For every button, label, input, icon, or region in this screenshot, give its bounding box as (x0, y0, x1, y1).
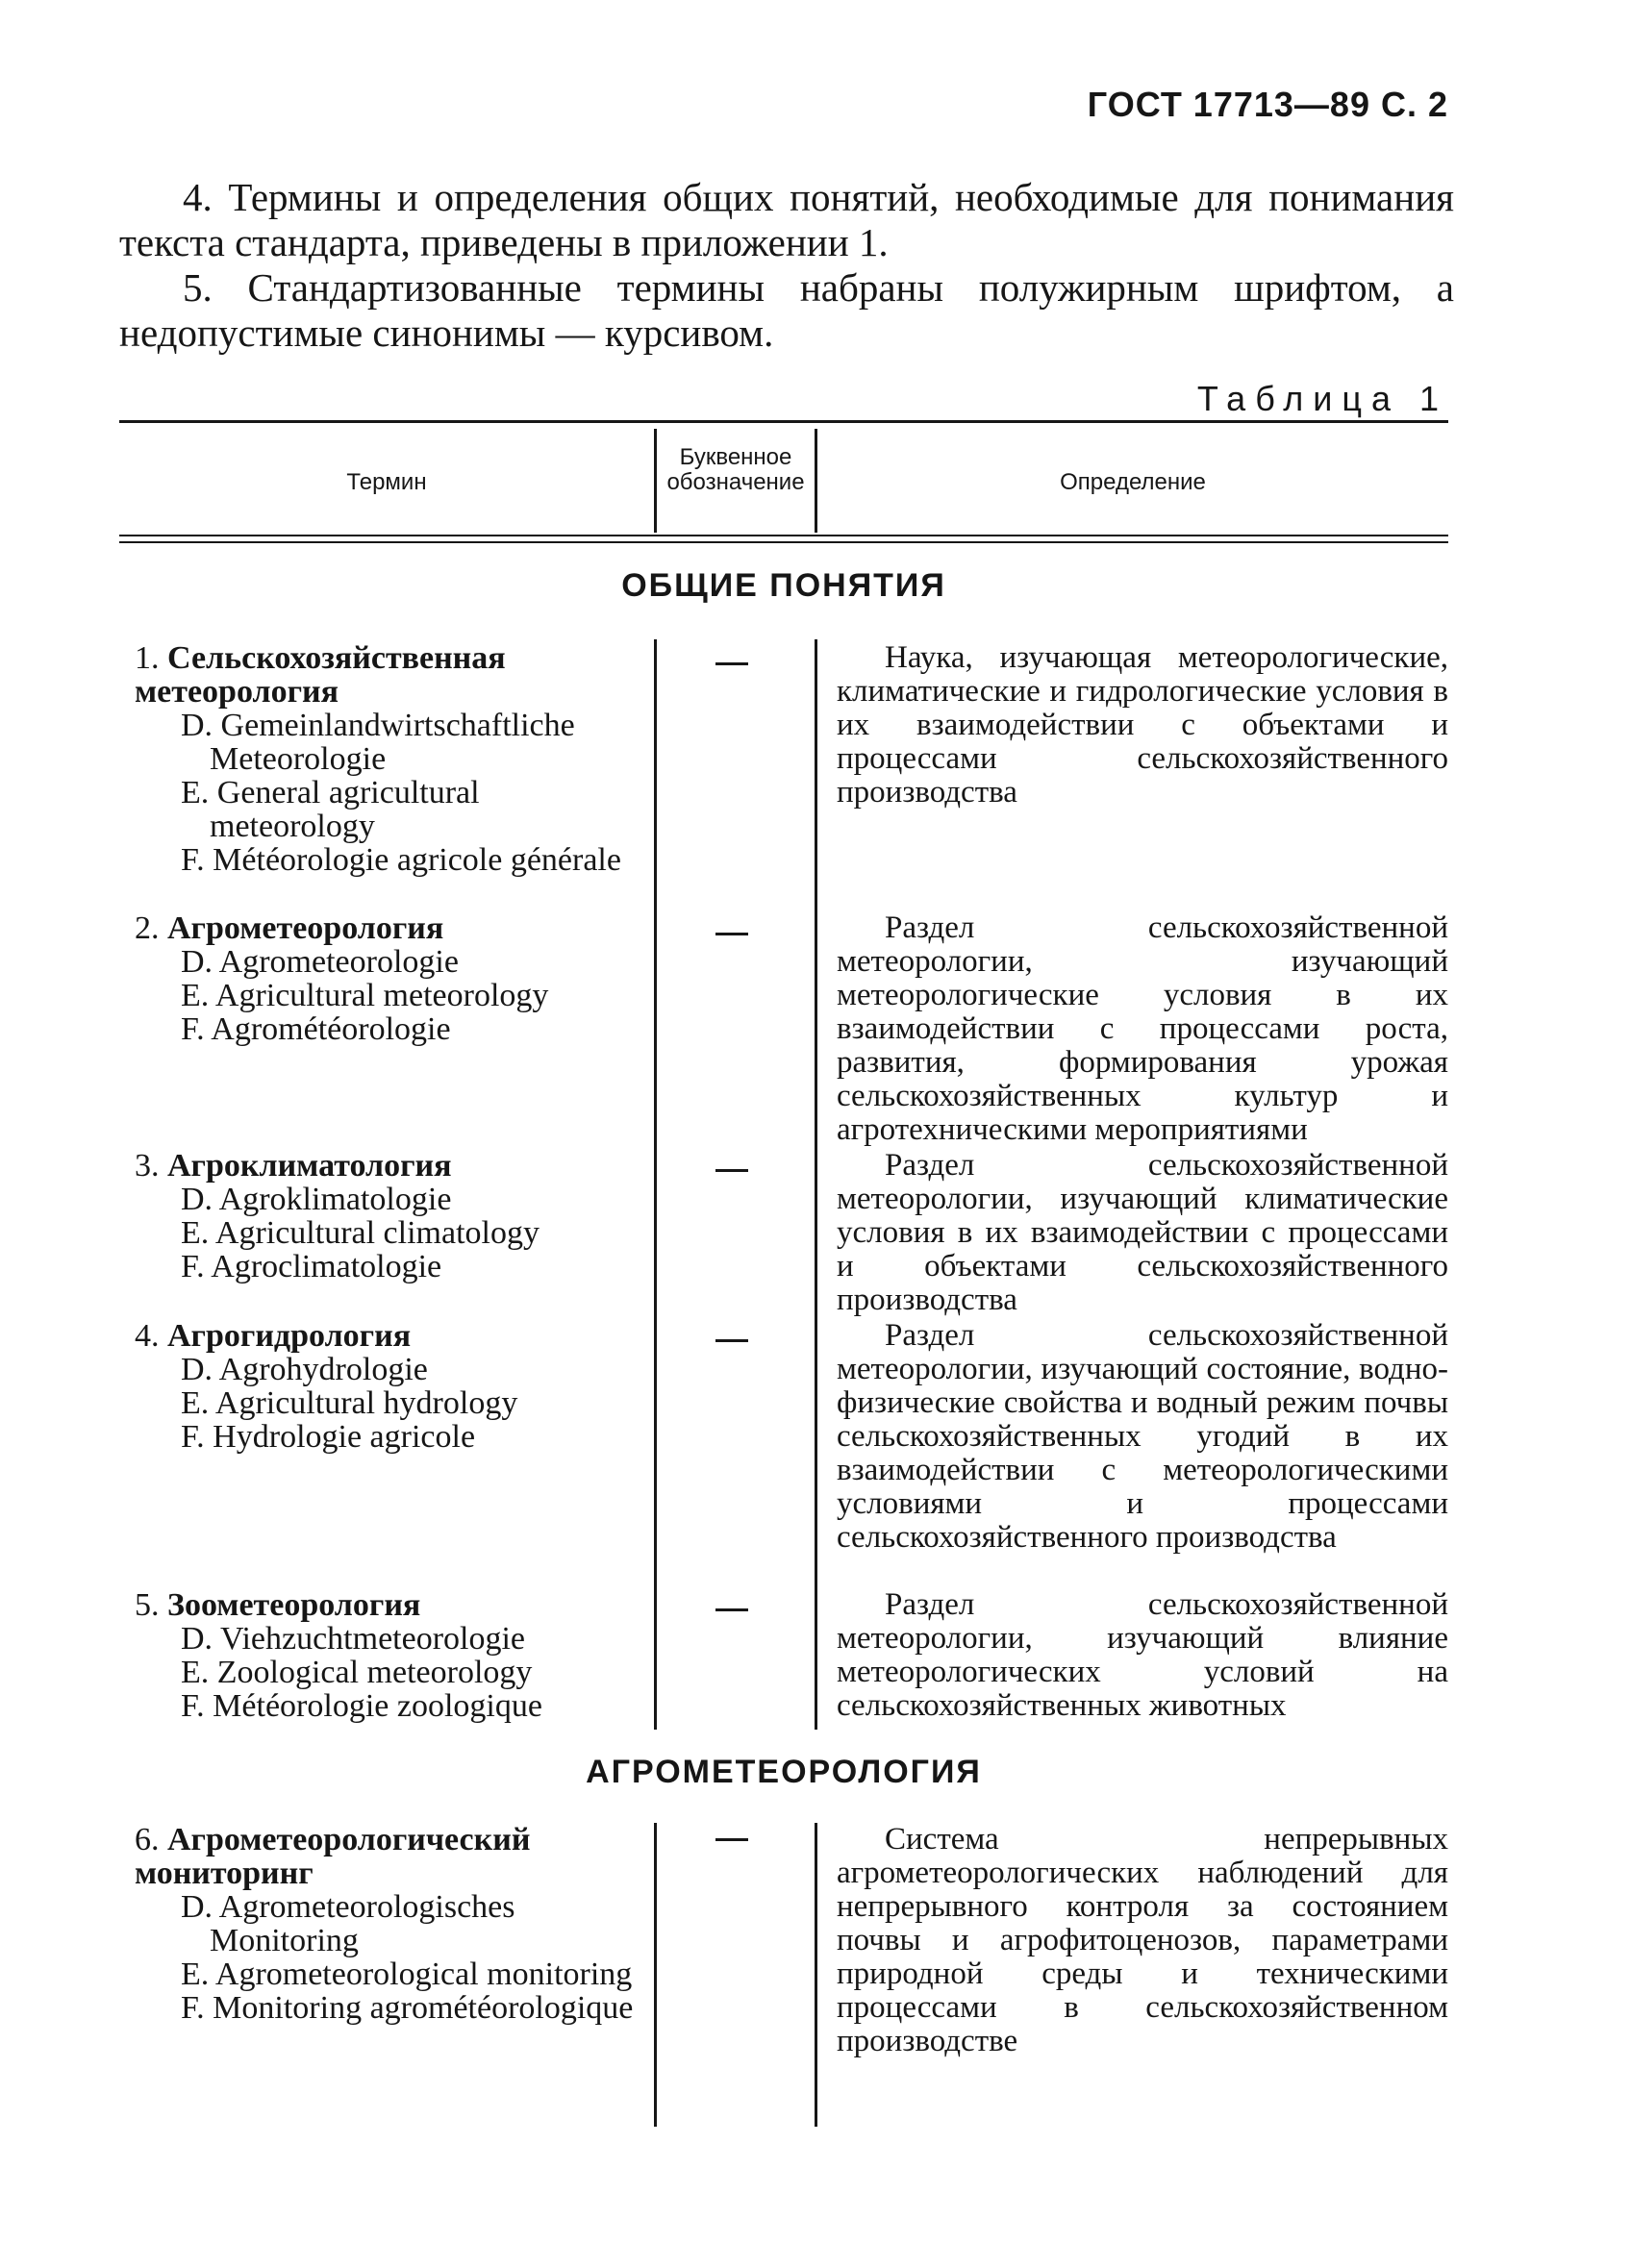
page-header: ГОСТ 17713—89 С. 2 (1087, 85, 1448, 124)
term-definition: Наука, изучающая метеорологические, климатические и гидрологические условия в их взаимодействии с объектами и процессами сельскохозяйственного производства (837, 640, 1448, 810)
column-header-letter: Буквенное обозначение (666, 444, 805, 495)
term-german: D. Viehzuchtmeteorologie (181, 1621, 525, 1657)
term-entry (135, 641, 635, 877)
term-english: E. General agricultural meteorology (181, 775, 480, 844)
term-number: 4. (135, 1318, 160, 1354)
intro-text (119, 175, 1454, 356)
term-number: 3. (135, 1148, 160, 1184)
letter-designation-dash (715, 1608, 748, 1611)
body-divider-right (815, 1823, 817, 2127)
term-french: F. Météorologie zoologique (181, 1688, 542, 1724)
intro-paragraph-5: 5. Стандартизованные термины набраны полужирным шрифтом, а недопустимые синонимы — курсивом. (119, 265, 1454, 355)
header-divider-left (654, 429, 657, 533)
intro-paragraph-4: 4. Термины и определения общих понятий, необходимые для понимания текста стандарта, приведены в приложении 1. (119, 175, 1454, 264)
term-english: E. Zoological meteorology (181, 1655, 533, 1690)
letter-designation-dash (715, 662, 748, 665)
body-divider-left (654, 1823, 657, 2127)
term-entry (135, 1823, 635, 2025)
body-divider-left (654, 639, 657, 1730)
term-number: 1. (135, 640, 160, 676)
term-german: D. Gemeinlandwirtschaftliche Meteorologie (181, 708, 575, 777)
term-name: Сельскохозяйственная метеорология (135, 640, 506, 710)
term-definition: Раздел сельскохозяйственной метеорологии, изучающий климатические условия в их взаимодействии с процессами и объектами сельскохозяйственного производства (837, 1148, 1448, 1317)
term-entry (135, 911, 635, 1046)
term-name: Агрогидрология (167, 1318, 412, 1354)
term-german: D. Agroklimatologie (181, 1182, 452, 1217)
term-definition: Раздел сельскохозяйственной метеорологии, изучающий состояние, водно-физические свойства и водный режим почвы сельскохозяйственных угодий в их взаимодействии с метеорологическими условиями и процессами сельскохозяйственного производства (837, 1318, 1448, 1555)
term-definition: Раздел сельскохозяйственной метеорологии, изучающий метеорологические условия в их взаимодействии с процессами роста, развития, формирования урожая сельскохозяйственных культур и агротехническими мероприятиями (837, 910, 1448, 1147)
letter-designation-dash (715, 933, 748, 935)
term-number: 5. (135, 1587, 160, 1623)
header-rule-2 (119, 541, 1448, 543)
term-definition: Раздел сельскохозяйственной метеорологии, изучающий влияние метеорологических условий на сельскохозяйственных животных (837, 1587, 1448, 1723)
term-name: Агрометеорология (167, 910, 444, 946)
column-header-term: Термин (346, 469, 427, 495)
table-top-rule (119, 420, 1448, 423)
term-number: 2. (135, 910, 160, 946)
term-english: E. Agrometeorological monitoring (181, 1956, 633, 1992)
term-german: D. Agrometeorologie (181, 944, 459, 980)
term-french: F. Hydrologie agricole (181, 1419, 476, 1455)
table-label: Таблица 1 (1196, 379, 1448, 418)
term-name: Зоометеорология (167, 1587, 421, 1623)
term-english: E. Agricultural meteorology (181, 978, 549, 1013)
term-german: D. Agrometeorologisches Monitoring (181, 1889, 515, 1958)
term-french: F. Météorologie agricole générale (181, 842, 621, 878)
letter-designation-dash (715, 1339, 748, 1342)
body-divider-right (815, 639, 817, 1730)
term-english: E. Agricultural hydrology (181, 1385, 518, 1421)
column-header-definition: Определение (1060, 469, 1206, 495)
term-french: F. Agroclimatologie (181, 1249, 442, 1284)
term-name: Агроклиматология (167, 1148, 452, 1184)
letter-designation-dash (715, 1169, 748, 1172)
term-name: Агрометеорологический мониторинг (135, 1822, 531, 1891)
term-french: F. Agrométéorologie (181, 1011, 451, 1047)
letter-designation-dash (715, 1838, 748, 1841)
section-title: ОБЩИЕ ПОНЯТИЯ (621, 567, 946, 604)
term-number: 6. (135, 1822, 160, 1857)
term-definition: Система непрерывных агрометеорологических наблюдений для непрерывного контроля за состоянием почвы и агрофитоценозов, параметрами природной среды и техническими процессами в сельскохозяйственном производстве (837, 1822, 1448, 2058)
term-german: D. Agrohydrologie (181, 1352, 428, 1387)
term-english: E. Agricultural climatology (181, 1215, 539, 1251)
term-entry (135, 1588, 635, 1723)
term-entry (135, 1149, 635, 1284)
header-rule-1 (119, 535, 1448, 536)
term-entry (135, 1319, 635, 1454)
term-french: F. Monitoring agrométéorologique (181, 1990, 634, 2026)
section-title: АГРОМЕТЕОРОЛОГИЯ (586, 1754, 982, 1790)
